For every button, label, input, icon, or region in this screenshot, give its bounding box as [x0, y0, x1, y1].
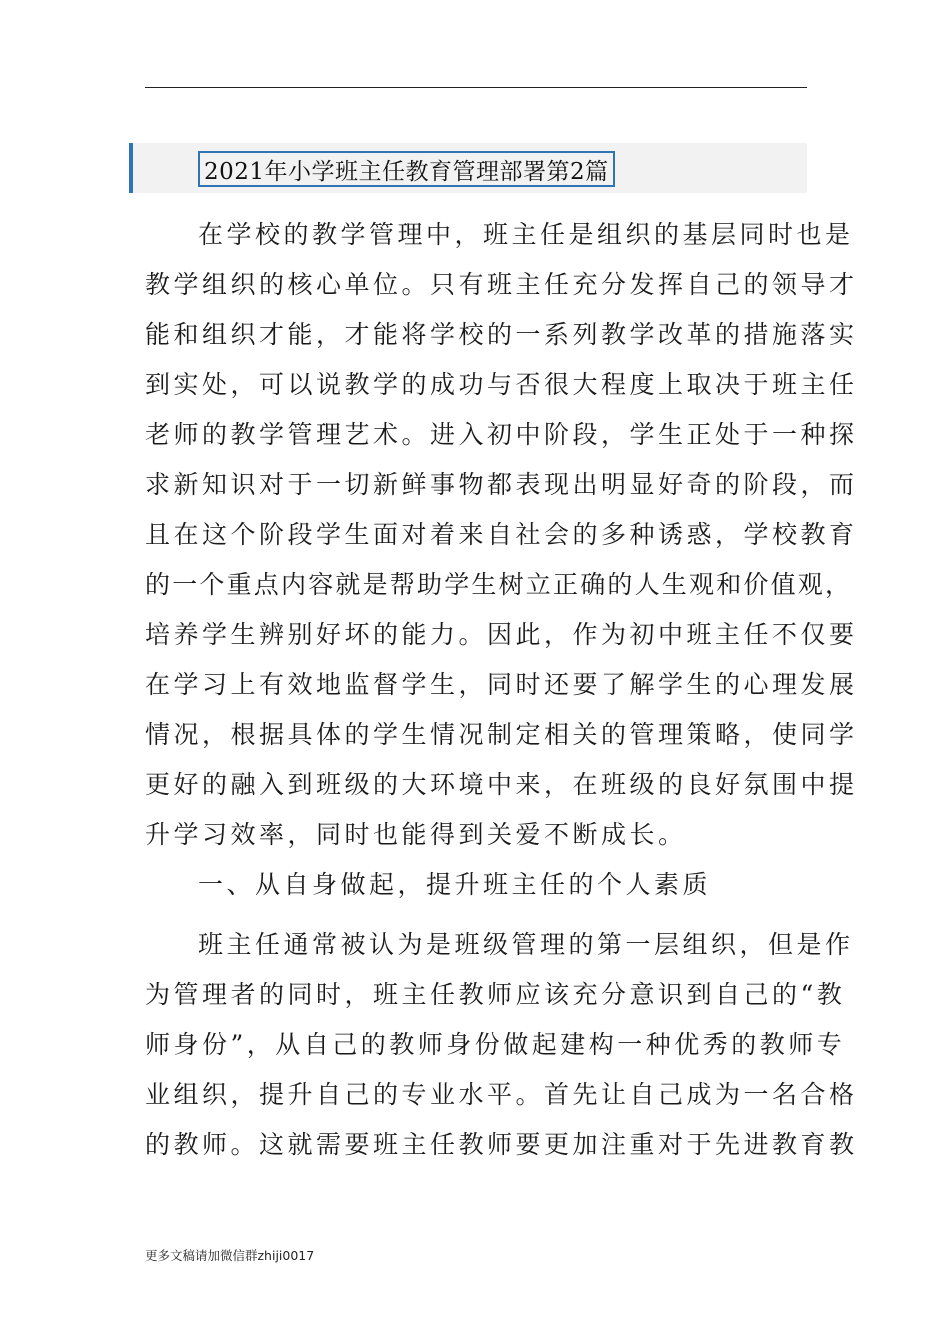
paragraph-line: 在学校的教学管理中，班主任是组织的基层同时也是: [198, 220, 854, 249]
paragraph-line: 为管理者的同时，班主任教师应该充分意识到自己的“教: [145, 980, 846, 1009]
paragraph-line: 情况，根据具体的学生情况制定相关的管理策略，使同学: [145, 720, 858, 749]
section-heading: 一、从自身做起，提升班主任的个人素质: [198, 870, 712, 899]
paragraph-line: 教学组织的核心单位。只有班主任充分发挥自己的领导才: [145, 270, 858, 299]
paragraph-line: 能和组织才能，才能将学校的一系列教学改革的措施落实: [145, 320, 858, 349]
paragraph-line: 老师的教学管理艺术。进入初中阶段，学生正处于一种探: [145, 420, 858, 449]
paragraph-line: 升学习效率，同时也能得到关爱不断成长。: [145, 820, 687, 849]
paragraph-line: 更好的融入到班级的大环境中来，在班级的良好氛围中提: [145, 770, 858, 799]
paragraph-line: 培养学生辨别好坏的能力。因此，作为初中班主任不仅要: [145, 620, 858, 649]
paragraph-line: 的一个重点内容就是帮助学生树立正确的人生观和价值观，: [145, 570, 853, 599]
footer-note: 更多文稿请加微信群zhiji0017: [145, 1248, 315, 1263]
paragraph-line: 求新知识对于一切新鲜事物都表现出明显好奇的阶段，而: [145, 470, 858, 499]
header-rule: [145, 87, 807, 88]
paragraph-line: 师身份”，从自己的教师身份做起建构一种优秀的教师专: [145, 1030, 846, 1059]
paragraph-line: 且在这个阶段学生面对着来自社会的多种诱惑，学校教育: [145, 520, 858, 549]
paragraph-line: 的教师。这就需要班主任教师要更加注重对于先进教育教: [145, 1130, 858, 1159]
document-title: 2021年小学班主任教育管理部署第2篇: [198, 151, 615, 187]
paragraph-line: 业组织，提升自己的专业水平。首先让自己成为一名合格: [145, 1080, 858, 1109]
paragraph-line: 到实处，可以说教学的成功与否很大程度上取决于班主任: [145, 370, 858, 399]
paragraph-line: 在学习上有效地监督学生，同时还要了解学生的心理发展: [145, 670, 858, 699]
paragraph-line: 班主任通常被认为是班级管理的第一层组织，但是作: [198, 930, 854, 959]
